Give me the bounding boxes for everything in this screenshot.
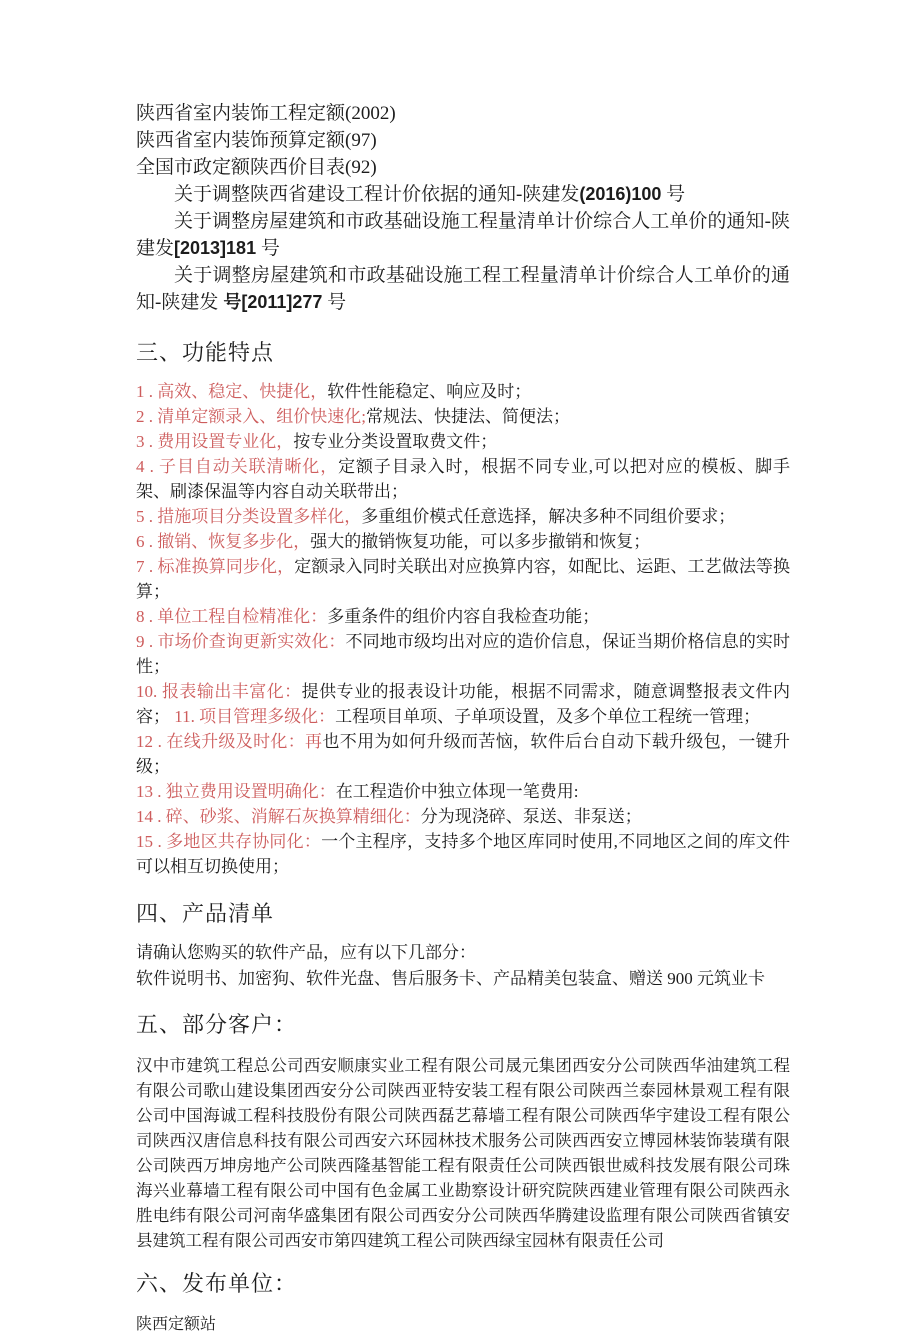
- feature-body: 分为现浇碎、泵送、非泵送；: [420, 807, 642, 826]
- feature-lead: 14 . 碎、砂浆、消解石灰换算精细化：: [136, 807, 421, 826]
- feature-body: 多重条件的组价内容自我检查功能；: [327, 607, 600, 626]
- feature-body: 定额录入同时关联出对应换算内容，如配比、运距、工艺做法等换算；: [136, 557, 791, 601]
- notice-doc-number: 号: [218, 292, 242, 312]
- intro-line-1: 陕西省室内装饰工程定额(2002): [136, 103, 396, 124]
- intro-line-2: 陕西省室内装饰预算定额(97): [136, 130, 377, 151]
- feature-body: 在工程造价中独立体现一笔费用:: [335, 782, 579, 801]
- feature-body: 常规法、快捷法、简便法；: [365, 407, 570, 426]
- notice-doc-number: [2013]181: [174, 238, 257, 258]
- feature-body: 软件性能稳定、响应及时；: [327, 382, 532, 401]
- product-list: [136, 940, 790, 992]
- feature-item-9: [136, 629, 790, 679]
- feature-body: 不同地市级均出对应的造价信息，保证当期价格信息的实时性；: [136, 632, 791, 676]
- notice-line-2: [136, 208, 790, 262]
- feature-body: 多重组价模式任意选择，解决多种不同组价要求；: [361, 507, 736, 526]
- notice-suffix: 号: [661, 184, 686, 205]
- product-line-2: 软件说明书、加密狗、软件光盘、售后服务卡、产品精美包装盒、赠送 900 元筑业卡: [136, 969, 765, 988]
- notice-list: [136, 181, 790, 316]
- feature-lead: 11. 项目管理多级化：: [170, 707, 336, 726]
- feature-item-10-11: [136, 679, 790, 729]
- feature-body: 定额子目录入时，根据不同专业,可以把对应的模板、脚手架、刷漆保温等内容自动关联带出；: [136, 457, 791, 501]
- section-heading-features: 三、功能特点: [136, 340, 275, 365]
- notice-text: 关于调整陕西省建设工程计价依据的通知-陕建发: [174, 184, 580, 205]
- feature-item-15: [136, 829, 790, 879]
- notice-line-3: [136, 262, 790, 316]
- section-heading-customers: 五、部分客户：: [136, 1012, 298, 1037]
- feature-body: 也不用为如何升级而苦恼，软件后台自动下载升级包，一键升级；: [136, 732, 791, 776]
- feature-lead: 15 . 多地区共存协同化：: [136, 832, 322, 851]
- feature-lead: 9 . 市场价查询更新实效化：: [136, 632, 346, 651]
- feature-lead: 6 . 撤销、恢复多步化，: [136, 532, 311, 551]
- feature-body: 工程项目单项、子单项设置，及多个单位工程统一管理；: [335, 707, 761, 726]
- feature-body: 一个主程序，支持多个地区库同时使用,不同地区之间的库文件可以相互切换使用；: [136, 832, 791, 876]
- notice-text: 关于调整房屋建筑和市政基础设施工程工程量清单计价综合人工单价的通知-陕建发: [136, 265, 790, 313]
- feature-item-8: [136, 604, 790, 629]
- feature-item-1: [136, 379, 790, 404]
- feature-item-13: [136, 779, 790, 804]
- feature-item-12: [136, 729, 790, 779]
- feature-item-2: [136, 404, 790, 429]
- feature-lead: 8 . 单位工程自检精准化：: [136, 607, 328, 626]
- feature-lead: 7 . 标准换算同步化，: [136, 557, 295, 576]
- publisher-name: 陕西定额站: [136, 1316, 217, 1333]
- feature-lead: 13 . 独立费用设置明确化：: [136, 782, 336, 801]
- feature-list: [136, 379, 790, 879]
- feature-body: 提供专业的报表设计功能，根据不同需求，随意调整报表文件内容；: [136, 682, 790, 726]
- feature-body: 按专业分类设置取费文件；: [293, 432, 498, 451]
- feature-item-5: [136, 504, 790, 529]
- intro-line-3: 全国市政定额陕西价目表(92): [136, 157, 377, 178]
- feature-lead: 5 . 措施项目分类设置多样化，: [136, 507, 362, 526]
- notice-suffix: 号: [322, 292, 347, 313]
- product-line-1: 请确认您购买的软件产品，应有以下几部分：: [136, 943, 476, 962]
- notice-line-1: [136, 181, 790, 208]
- notice-doc-number: (2016)100: [579, 184, 662, 204]
- notice-text: 关于调整房屋建筑和市政基础设施工程量清单计价综合人工单价的通知-陕建发: [136, 211, 790, 259]
- pricing-basis-list: [136, 100, 790, 181]
- feature-item-6: [136, 529, 790, 554]
- section-heading-publisher: 六、发布单位：: [136, 1271, 298, 1296]
- customers-paragraph: 汉中市建筑工程总公司西安顺康实业工程有限公司晟元集团西安分公司陕西华油建筑工程有限公司歌山建设集团西安分公司陕西亚特安装工程有限公司陕西兰泰园林景观工程有限公司中国海诚工程科技股份有限公司陕西磊艺幕墙工程有限公司陕西华宇建设工程有限公司陕西汉唐信息科技有限公司西安六环园林技术服务公司陕西西安立博园林装饰装璜有限公司陕西万坤房地产公司陕西隆基智能工程有限责任公司陕西银世威科技发展有限公司珠海兴业幕墙工程有限公司中国有色金属工业勘察设计研究院陕西建业管理有限公司陕西永胜电纬有限公司河南华盛集团有限公司西安分公司陕西华腾建设监理有限公司陕西省镇安县建筑工程有限公司西安市第四建筑工程公司陕西绿宝园林有限责任公司: [136, 1056, 790, 1250]
- feature-body: 强大的撤销恢复功能，可以多步撤销和恢复；: [310, 532, 651, 551]
- notice-suffix: 号: [256, 238, 280, 259]
- feature-item-4: [136, 454, 790, 504]
- feature-lead: 4 . 子目自动关联清晰化，: [136, 457, 339, 476]
- feature-lead: 3 . 费用设置专业化，: [136, 432, 294, 451]
- feature-lead: 1 . 高效、稳定、快捷化，: [136, 382, 328, 401]
- feature-item-7: [136, 554, 790, 604]
- feature-lead: 12 . 在线升级及时化：再: [136, 732, 323, 751]
- feature-lead: 10. 报表输出丰富化：: [136, 682, 302, 701]
- feature-item-3: [136, 429, 790, 454]
- feature-item-14: [136, 804, 790, 829]
- feature-lead: 2 . 清单定额录入、组价快速化;: [136, 407, 366, 426]
- section-heading-products: 四、产品清单: [136, 901, 275, 926]
- notice-doc-number: [2011]277: [241, 292, 323, 312]
